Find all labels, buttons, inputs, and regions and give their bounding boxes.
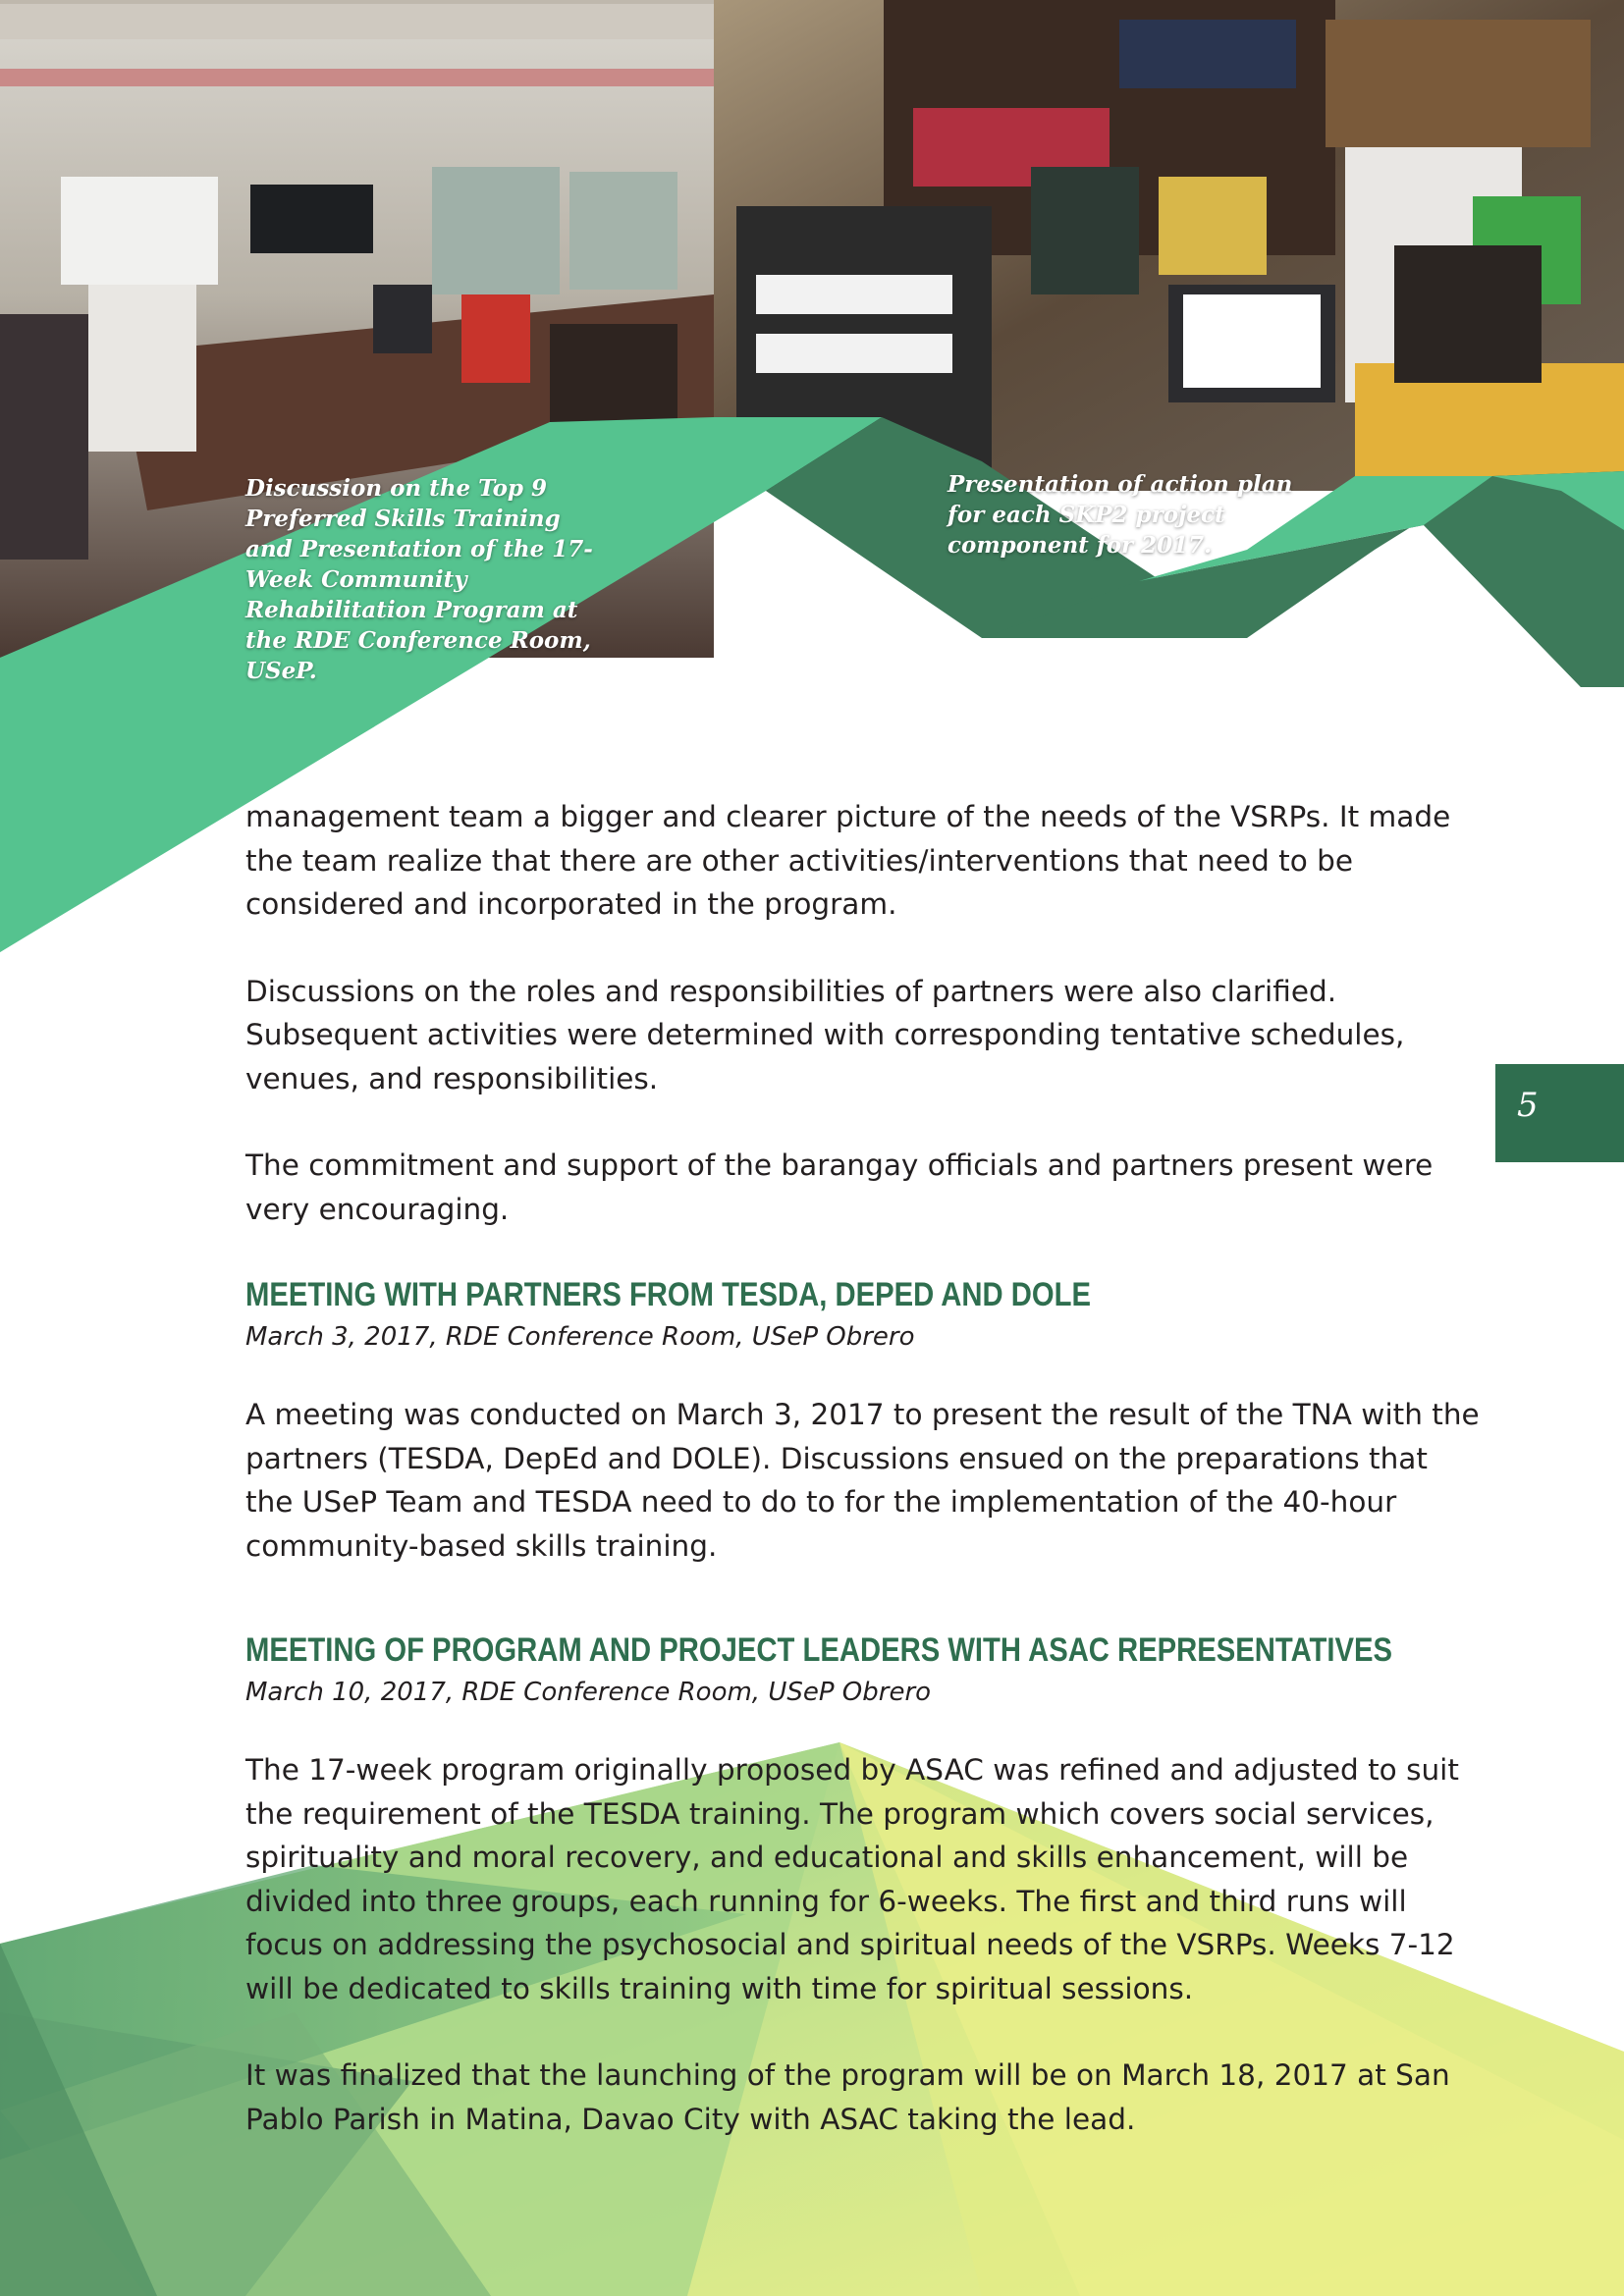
- section-heading-tesda: MEETING WITH PARTNERS FROM TESDA, DEPED AND DOLE: [245, 1276, 1091, 1313]
- body-paragraph-3: The commitment and support of the barangay officials and partners present were very encouraging.: [245, 1148, 1434, 1226]
- section-date-asac: March 10, 2017, RDE Conference Room, USeP Obrero: [245, 1678, 932, 1707]
- body-paragraph-1: management team a bigger and clearer picture of the needs of the VSRPs. It made the team realize that there are other activities/interventions that need to be considered and incorporated in the program.: [245, 800, 1451, 921]
- section-paragraph-asac-2: It was finalized that the launching of the program will be on March 18, 2017 at San Pablo Parish in Matina, Davao City with ASAC taking the lead.: [245, 2058, 1450, 2136]
- body-paragraph-2: Discussions on the roles and responsibilities of partners were also clarified. Subsequent activities were determined with corresponding tentative schedules, venues, and responsibilities.: [245, 974, 1405, 1095]
- photo-caption-left: Discussion on the Top 9 Preferred Skills Training and Presentation of the 17-Week Community Rehabilitation Program at the RDE Conference Room, USeP.: [245, 475, 593, 684]
- intro-body: [245, 795, 1483, 1231]
- section-asac-meeting: [245, 1631, 1483, 2141]
- section-paragraph-tesda: A meeting was conducted on March 3, 2017 to present the result of the TNA with the partners (TESDA, DepEd and DOLE). Discussions ensued on the preparations that the USeP Team and TESDA need to do to for the implementation of the 40-hour community-based skills training.: [245, 1398, 1480, 1563]
- photo-caption-right: Presentation of action plan for each SKP2 project component for 2017.: [947, 471, 1293, 559]
- section-tesda-meeting: [245, 1276, 1483, 1568]
- page-number-tab: [1495, 1064, 1624, 1162]
- section-heading-asac: MEETING OF PROGRAM AND PROJECT LEADERS WITH ASAC REPRESENTATIVES: [245, 1631, 1393, 1669]
- page-number: 5: [1517, 1086, 1539, 1125]
- section-date-tesda: March 3, 2017, RDE Conference Room, USeP Obrero: [245, 1322, 915, 1352]
- section-paragraph-asac-1: The 17-week program originally proposed by ASAC was refined and adjusted to suit the requirement of the TESDA training. The program which covers social services, spirituality and moral recovery, and educational and skills enhancement, will be divided into three groups, each running for 6-weeks. The first and third runs will focus on addressing the psychosocial and spiritual needs of the VSRPs. Weeks 7-12 will be dedicated to skills training with time for spiritual sessions.: [245, 1753, 1459, 2005]
